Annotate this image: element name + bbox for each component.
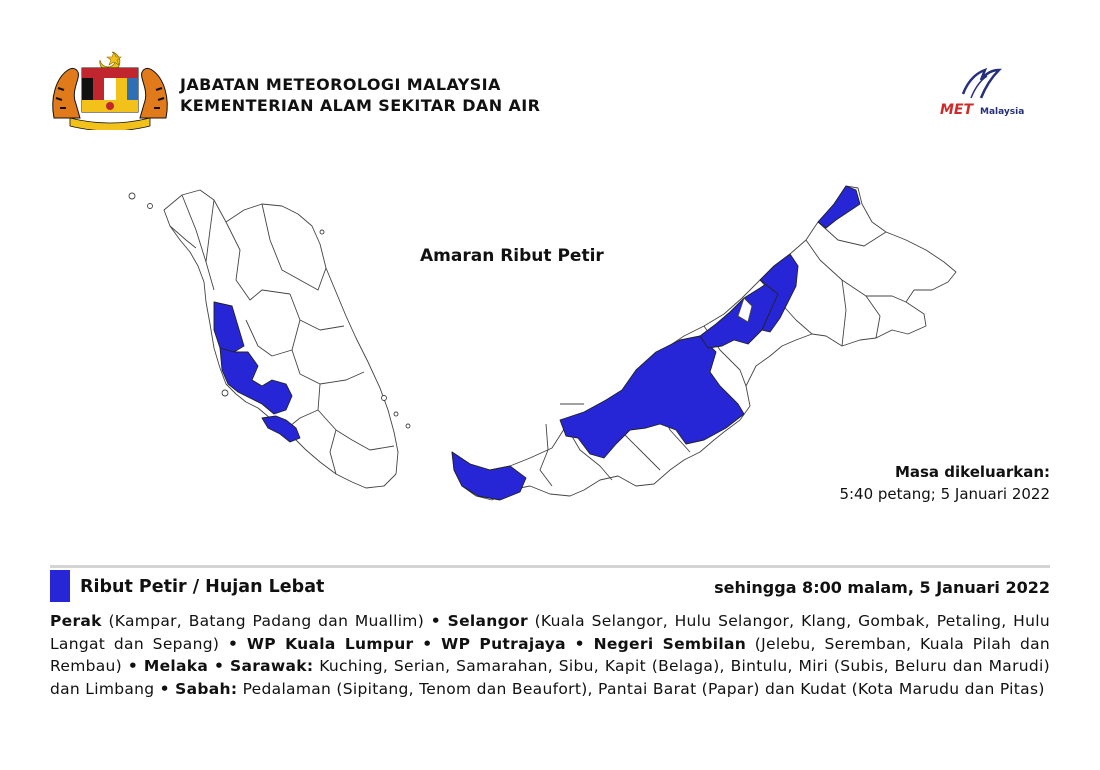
coat-of-arms-logo [50,48,170,130]
separator: • [159,679,170,698]
separator: • [127,657,139,675]
area-state: Perak [50,612,102,630]
separator: • [422,634,433,653]
issued-label: Masa dikeluarkan: [894,463,1050,481]
separator: • [574,634,585,653]
area-state: Selangor [447,612,528,630]
agency-line1: JABATAN METEOROLOGI MALAYSIA [180,75,501,94]
peninsular-malaysia [129,190,410,488]
area-state: Sarawak: [230,657,314,675]
agency-name [180,74,540,116]
warned-sarawak-west [452,452,526,500]
separator: • [227,634,239,653]
area-state: WP Putrajaya [441,634,566,653]
map-title: Amaran Ribut Petir [420,246,604,266]
separator: • [430,612,441,630]
area-places: (Kuala Selangor, Hulu Selangor, Klang, Gombak, Petaling, Hulu Langat dan Sepang) [50,612,1050,653]
separator: • [213,657,225,675]
area-state: Melaka [143,657,209,675]
header [50,48,1050,138]
divider [50,565,1050,568]
area-places: (Jelebu, Seremban, Kuala Pilah dan Rembau) [50,634,1051,675]
area-places: (Kampar, Batang Padang dan Muallim) [101,612,425,630]
borneo-malaysia [452,186,956,500]
issued-value: 5:40 petang; 5 Januari 2022 [839,485,1050,503]
agency-line2: KEMENTERIAN ALAM SEKITAR DAN AIR [180,96,541,115]
area-places: Pedalaman (Sipitang, Tenom dan Beaufort), Pantai Barat (Papar) dan Kudat (Kota Marudu dan Pitas) [237,679,1045,698]
legend-label: Ribut Petir / Hujan Lebat [80,577,325,597]
warning-valid-until: sehingga 8:00 malam, 5 Januari 2022 [714,578,1050,597]
legend-swatch [50,570,70,602]
met-logo-text: MET [940,102,974,118]
area-state: Sabah: [175,679,238,698]
area-places: Kuching, Serian, Samarahan, Sibu, Kapit (Belaga), Bintulu, Miri (Subis, Beluru dan Marudi) dan Limbang [50,657,1050,698]
issued-time [839,461,1050,505]
area-state: WP Kuala Lumpur [246,634,414,653]
peninsula-outline [164,190,398,488]
warning-areas [50,610,1050,700]
met-malaysia-logo [935,68,1050,120]
area-state: Negeri Sembilan [593,634,747,653]
met-logo-subtext: Malaysia [980,107,1025,117]
